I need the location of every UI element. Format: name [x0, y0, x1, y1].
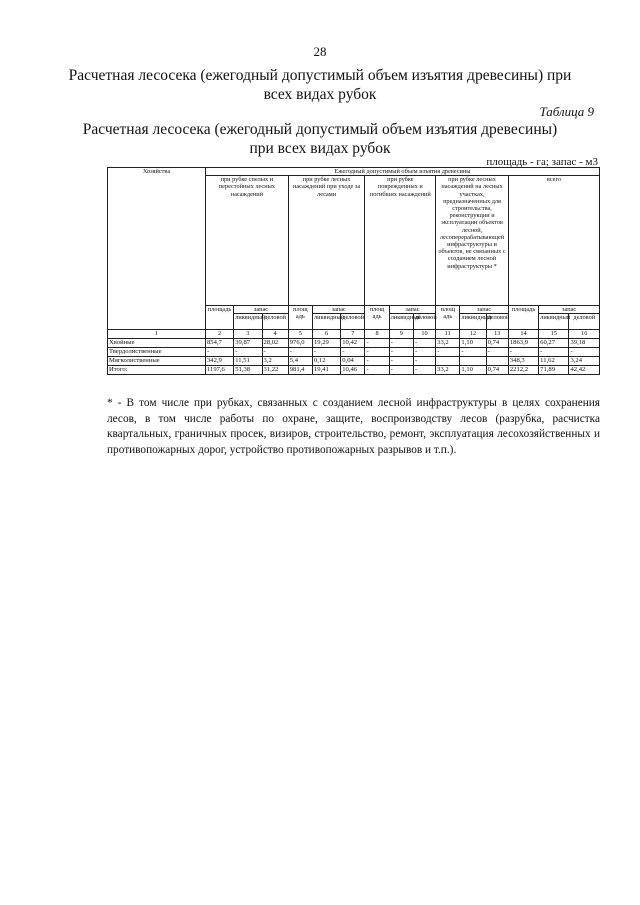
table-cell	[436, 357, 460, 366]
table-cell: -	[460, 348, 486, 357]
table-cell: 981,4	[288, 366, 312, 375]
table-cell: -	[365, 357, 389, 366]
table-cell: 2212,2	[508, 366, 538, 375]
table-row	[108, 357, 600, 366]
table-cell: 976,0	[288, 339, 312, 348]
table-cell: -	[436, 348, 460, 357]
stock-header: запас	[460, 306, 508, 314]
table-cell: 348,3	[508, 357, 538, 366]
table-cell: -	[365, 339, 389, 348]
table-cell: 31,22	[262, 366, 288, 375]
table-cell: -	[312, 348, 340, 357]
column-number: 10	[413, 330, 435, 339]
group-thinning: при рубке лесных насаждений при уходе за лесами	[288, 176, 365, 306]
table-cell: -	[389, 357, 413, 366]
table-row	[108, 366, 600, 375]
table-cell: 60,27	[539, 339, 569, 348]
column-number: 14	[508, 330, 538, 339]
column-number: 16	[569, 330, 600, 339]
table-cell: 19,29	[312, 339, 340, 348]
table-cell: 39,87	[234, 339, 262, 348]
area-header: площадь	[508, 306, 538, 330]
table-row	[108, 339, 600, 348]
column-numbers-row	[108, 330, 600, 339]
table-cell: 19,41	[312, 366, 340, 375]
table-cell: -	[539, 348, 569, 357]
column-number: 15	[539, 330, 569, 339]
table-cell: 342,9	[205, 357, 233, 366]
liquid-header: ликвидный	[460, 314, 486, 330]
business-header: деловой	[486, 314, 508, 330]
row-label: Хвойные	[108, 339, 206, 348]
table-cell: 3,2	[262, 357, 288, 366]
table-cell: 10,46	[341, 366, 365, 375]
table-cell: 5,4	[288, 357, 312, 366]
table-cell: -	[508, 348, 538, 357]
table-cell: -	[413, 366, 435, 375]
group-header: Ежегодный допустимый объем изъятия древесины	[205, 168, 599, 176]
table-cell: -	[569, 348, 600, 357]
page-number: 28	[313, 44, 327, 59]
table-row	[108, 348, 600, 357]
liquid-header: ликвидный	[539, 314, 569, 330]
table-cell: 33,2	[436, 366, 460, 375]
table-cell: 0,74	[486, 366, 508, 375]
table-cell: -	[486, 348, 508, 357]
column-number: 2	[205, 330, 233, 339]
table-cell: 854,7	[205, 339, 233, 348]
table-cell: -	[288, 348, 312, 357]
column-number: 7	[341, 330, 365, 339]
liquid-header: ликвидный	[389, 314, 413, 330]
table-cell: -	[234, 348, 262, 357]
table-cell: 11,51	[234, 357, 262, 366]
column-number: 4	[262, 330, 288, 339]
table-cell: 1,10	[460, 339, 486, 348]
business-header: деловой	[413, 314, 435, 330]
table-cell: 39,18	[569, 339, 600, 348]
area-header: площ адь	[436, 306, 460, 330]
document-title: Расчетная лесосека (ежегодный допустимый объем изъятия древесины) при всех видах рубок	[68, 67, 572, 103]
table-cell: -	[341, 348, 365, 357]
table-cell: 11,62	[539, 357, 569, 366]
table-cell: 0,04	[341, 357, 365, 366]
column-number: 9	[389, 330, 413, 339]
table-cell: 0,12	[312, 357, 340, 366]
table-cell: 33,2	[436, 339, 460, 348]
area-header: площ адь	[365, 306, 389, 330]
column-number: 3	[234, 330, 262, 339]
farm-header: Хозяйства	[108, 168, 206, 330]
group-infrastructure: при рубке лесных насаждений на лесных участках, предназначенных для строительства, реконструкции и эксплуатации объектов лесной, лесоперерабатывающей инфраструктуры и объектов, не связанных с созданием лесной инфраструктуры *	[436, 176, 509, 306]
area-header: площадь	[205, 306, 233, 330]
table-cell: -	[205, 348, 233, 357]
row-label: Твердолиственные	[108, 348, 206, 357]
table-cell: -	[365, 348, 389, 357]
liquid-header: ликвидный	[234, 314, 262, 330]
row-label: Мягколиственные	[108, 357, 206, 366]
column-number: 1	[108, 330, 206, 339]
column-number: 5	[288, 330, 312, 339]
table-cell: -	[413, 339, 435, 348]
business-header: деловой	[569, 314, 600, 330]
group-total: всего	[508, 176, 599, 306]
group-mature: при рубке спелых и перестойных лесных насаждений	[205, 176, 288, 306]
table-cell: -	[413, 348, 435, 357]
table-cell: 1197,6	[205, 366, 233, 375]
column-number: 13	[486, 330, 508, 339]
liquid-header: ликвидный	[312, 314, 340, 330]
stock-header: запас	[539, 306, 600, 314]
column-number: 12	[460, 330, 486, 339]
row-label: Итого:	[108, 366, 206, 375]
table-cell: 28,02	[262, 339, 288, 348]
table-cell: 71,89	[539, 366, 569, 375]
table-cell: -	[389, 348, 413, 357]
table-cell: -	[413, 357, 435, 366]
table-cell: 10,42	[341, 339, 365, 348]
column-number: 11	[436, 330, 460, 339]
table-cell	[486, 357, 508, 366]
allowable-cut-table	[107, 167, 600, 375]
table-cell: -	[389, 366, 413, 375]
business-header: деловой	[262, 314, 288, 330]
column-number: 6	[312, 330, 340, 339]
footnote: * - В том числе при рубках, связанных с созданием лесной инфраструктуры в целях сохранения лесов, в том числе работы по охране, защите, воспроизводству лесов (разрубка, расчистка квартальных, граничных просек, визиров, строительство, ремонт, эксплуатация лесохозяйственных и противопожарных дорог, устройство противопожарных разрывов и т.п.).	[107, 397, 600, 456]
table-cell: -	[262, 348, 288, 357]
area-header: площ адь	[288, 306, 312, 330]
units-note: площадь - га; запас - м3	[486, 156, 598, 168]
stock-header: запас	[389, 306, 435, 314]
table-cell	[460, 357, 486, 366]
table-cell: 42,42	[569, 366, 600, 375]
group-damaged: при рубке поврежденных и погибших насаждений	[365, 176, 436, 306]
table-cell: 51,38	[234, 366, 262, 375]
table-cell: 0,74	[486, 339, 508, 348]
stock-header: запас	[312, 306, 365, 314]
table-cell: 1,10	[460, 366, 486, 375]
table-cell: -	[365, 366, 389, 375]
table-title: Расчетная лесосека (ежегодный допустимый объем изъятия древесины) при всех видах рубок	[82, 121, 558, 157]
table-label: Таблица 9	[539, 104, 594, 119]
stock-header: запас	[234, 306, 289, 314]
column-number: 8	[365, 330, 389, 339]
table-cell: -	[389, 339, 413, 348]
business-header: деловой	[341, 314, 365, 330]
table-cell: 3,24	[569, 357, 600, 366]
table-cell: 1863,9	[508, 339, 538, 348]
